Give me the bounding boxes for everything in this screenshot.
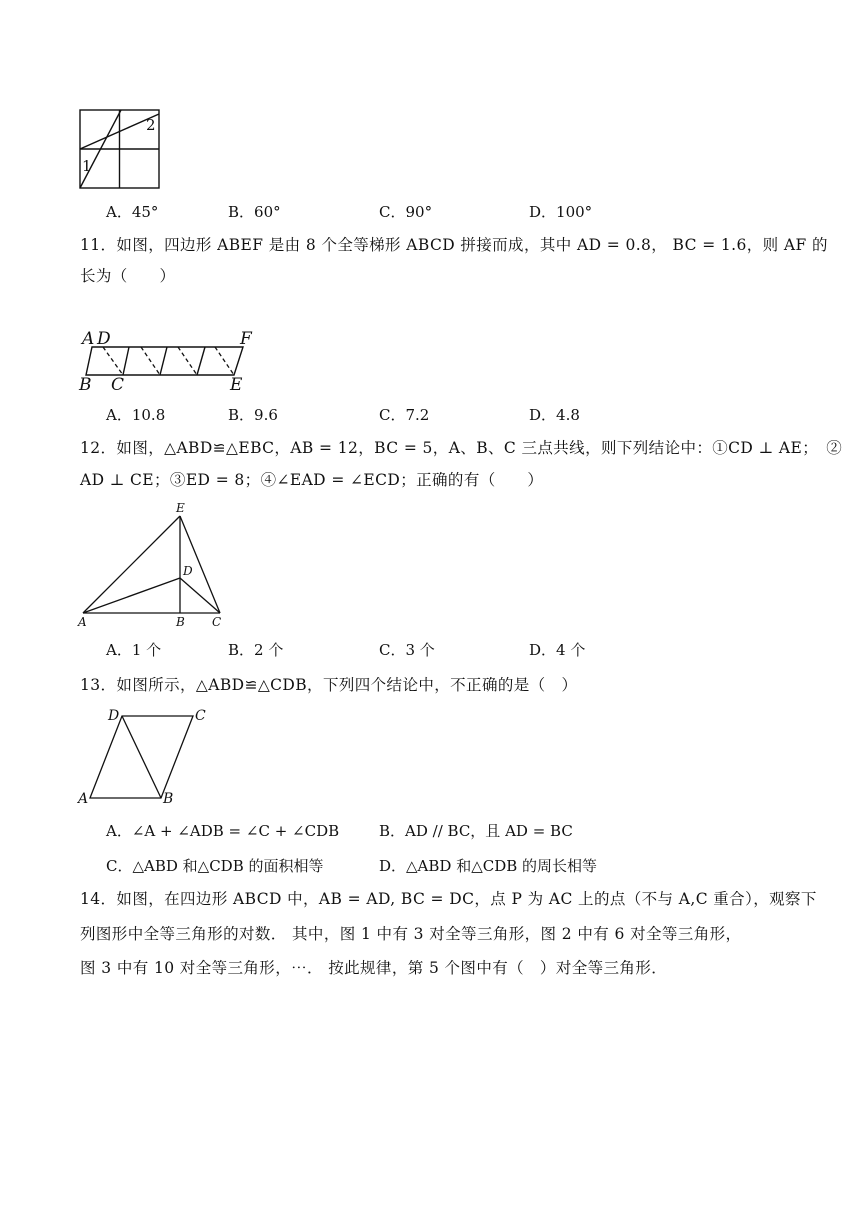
q12-option-a: A．1 个 xyxy=(106,641,162,659)
q11-option-b: B．9.6 xyxy=(228,406,278,424)
q11-option-c: C．7.2 xyxy=(379,406,430,424)
q13-stem: 13．如图所示，△ABD≌△CDB，下列四个结论中，不正确的是（ ） xyxy=(80,676,578,694)
q11-label-e: E xyxy=(230,375,243,395)
q13-option-b: B．AD // BC，且 AD = BC xyxy=(379,822,573,840)
q11-label-a: A xyxy=(82,329,95,349)
q10-steep-line xyxy=(80,110,121,188)
q12-option-b: B．2 个 xyxy=(228,641,284,659)
q11-label-d: D xyxy=(97,329,111,349)
q11-label-c: C xyxy=(111,375,125,395)
q12-option-c: C．3 个 xyxy=(379,641,435,659)
q10-option-a: A．45° xyxy=(106,203,159,221)
q14-line3: 图 3 中有 10 对全等三角形，⋯． 按此规律，第 5 个图中有（ ）对全等三角形． xyxy=(80,959,668,977)
q14-line2: 列图形中全等三角形的对数． 其中，图 1 中有 3 对全等三角形，图 2 中有 6 对全等三角形， xyxy=(80,925,742,943)
q11-label-b: B xyxy=(79,375,92,395)
q12-label-e: E xyxy=(176,501,185,515)
q10-option-b: B．60° xyxy=(228,203,281,221)
q12-option-d: D．4 个 xyxy=(529,641,586,659)
q11-option-a: A．10.8 xyxy=(106,406,166,424)
q13-option-a: A．∠A + ∠ADB = ∠C + ∠CDB xyxy=(106,822,340,840)
q13-label-c: C xyxy=(195,708,206,724)
q13-label-b: B xyxy=(163,791,174,807)
q10-option-c: C．90° xyxy=(379,203,433,221)
q12-stem-line1: 12．如图，△ABD≌△EBC，AB = 12，BC = 5，A、B、C 三点共线，则下列结论中：①CD ⊥ AE； ② xyxy=(80,439,843,457)
q12-label-b: B xyxy=(176,615,185,629)
q11-stem-line1: 11．如图，四边形 ABEF 是由 8 个全等梯形 ABCD 拼接而成，其中 AD = 0.8， BC = 1.6，则 AF 的 xyxy=(80,236,828,254)
q10-option-d: D．100° xyxy=(529,203,593,221)
q13-option-d: D．△ABD 和△CDB 的周长相等 xyxy=(379,857,598,875)
q12-stem-line2: AD ⊥ CE；③ED = 8；④∠EAD = ∠ECD；正确的有（ ） xyxy=(80,471,544,489)
q10-angle1-label: 1 xyxy=(82,157,92,175)
q14-line1: 14．如图，在四边形 ABCD 中，AB = AD, BC = DC，点 P 为 AC 上的点（不与 A,C 重合），观察下 xyxy=(80,890,817,908)
q13-label-a: A xyxy=(78,791,89,807)
q13-label-d: D xyxy=(108,708,120,724)
q12-label-c: C xyxy=(212,615,222,629)
q10-shallow-line xyxy=(80,114,159,149)
q12-label-d: D xyxy=(183,564,193,578)
q13-option-c: C．△ABD 和△CDB 的面积相等 xyxy=(106,857,324,875)
q12-label-a: A xyxy=(78,615,87,629)
q10-angle2-label: 2 xyxy=(146,116,156,134)
q11-stem-line2: 长为（ ） xyxy=(80,267,176,285)
q11-option-d: D．4.8 xyxy=(529,406,580,424)
q11-label-f: F xyxy=(240,329,252,349)
